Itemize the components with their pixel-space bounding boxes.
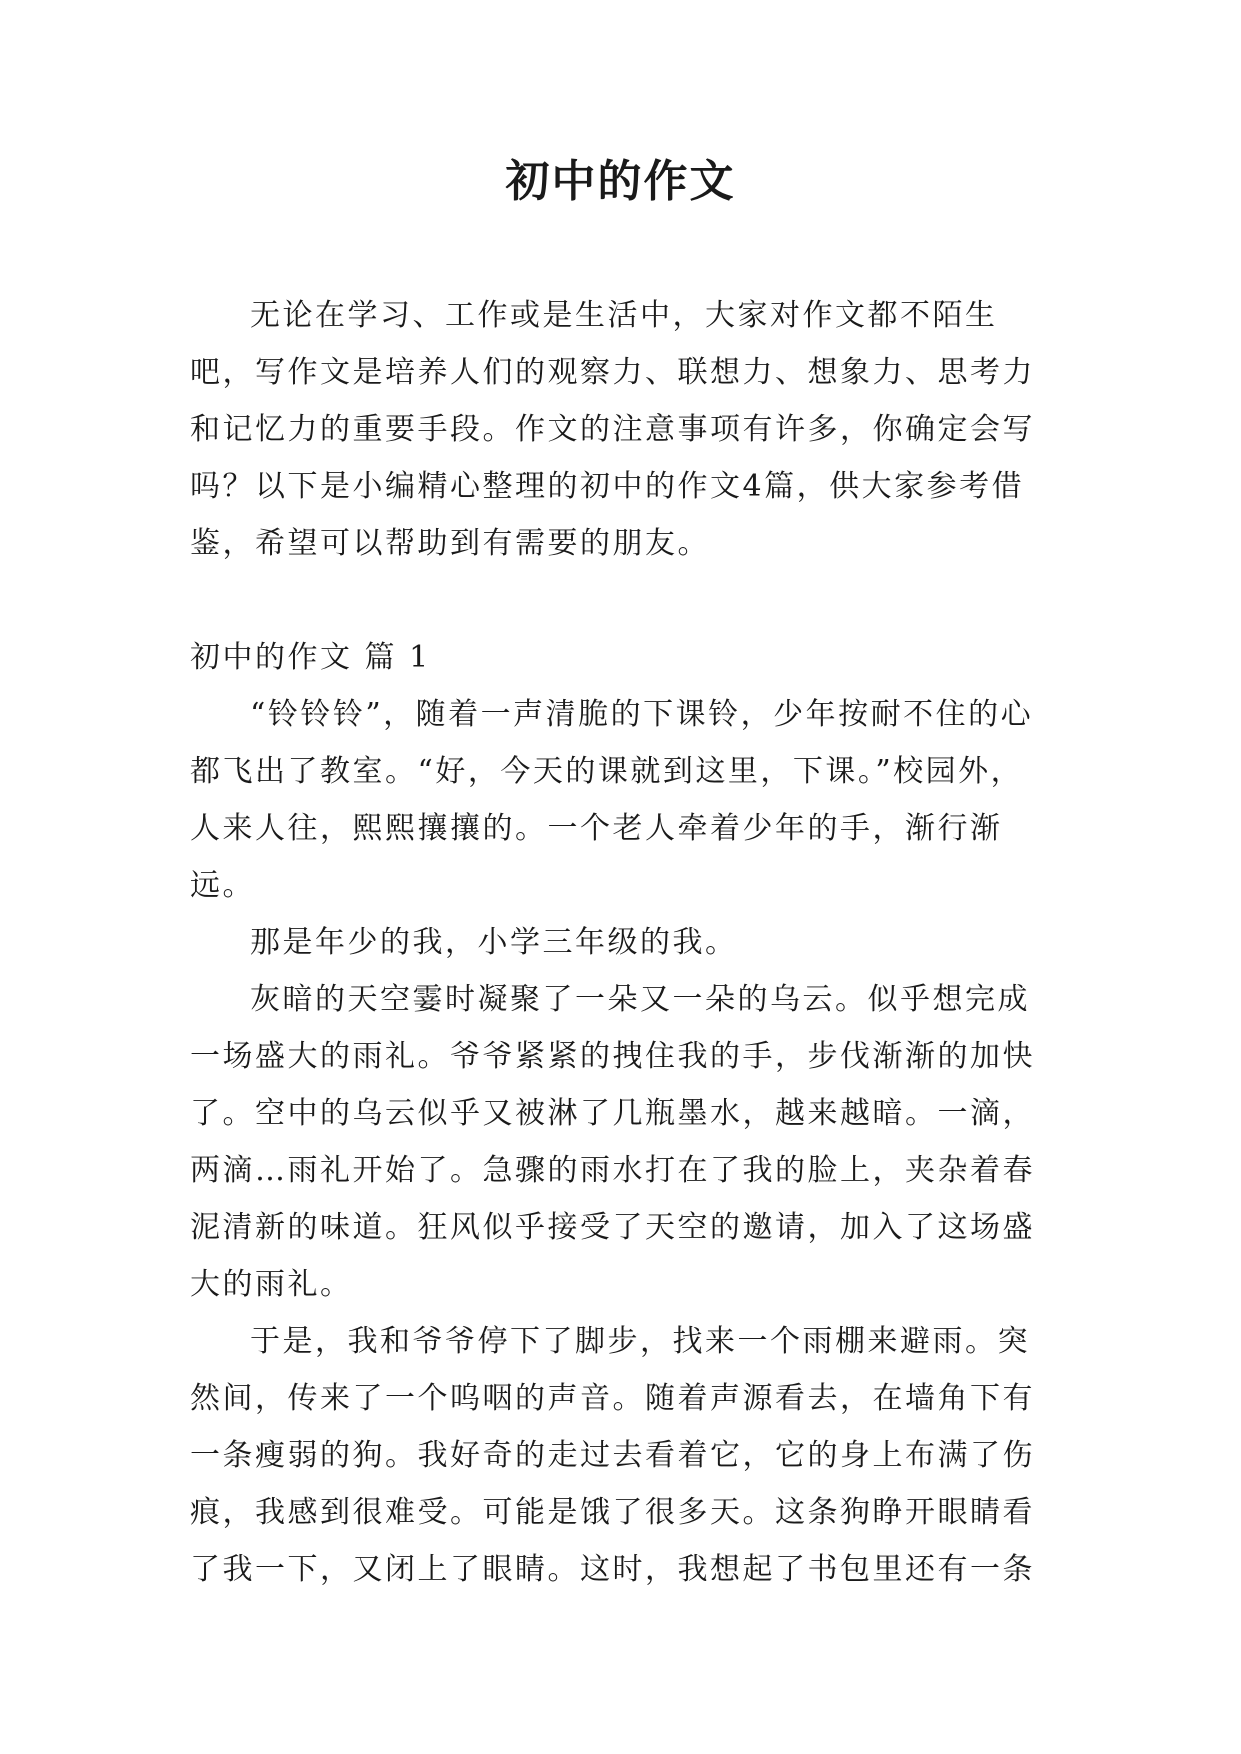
document-body [190, 287, 1050, 1598]
body-paragraph: 于是，我和爷爷停下了脚步，找来一个雨棚来避雨。突然间，传来了一个呜咽的声音。随着声源看去，在墙角下有一条瘦弱的狗。我好奇的走过去看着它，它的身上布满了伤痕，我感到很难受。可能是饿了很多天。这条狗睁开眼睛看了我一下，又闭上了眼睛。这时，我想起了书包里还有一条 [190, 1324, 1035, 1587]
intro-paragraph: 无论在学习、工作或是生活中，大家对作文都不陌生吧，写作文是培养人们的观察力、联想力、想象力、思考力和记忆力的重要手段。作文的注意事项有许多，你确定会写吗？以下是小编精心整理的初中的作文4篇，供大家参考借鉴，希望可以帮助到有需要的朋友。 [190, 298, 1035, 561]
body-paragraph: 灰暗的天空霎时凝聚了一朵又一朵的乌云。似乎想完成一场盛大的雨礼。爷爷紧紧的拽住我的手，步伐渐渐的加快了。空中的乌云似乎又被淋了几瓶墨水，越来越暗。一滴，两滴…雨礼开始了。急骤的雨水打在了我的脸上，夹杂着春泥清新的味道。狂风似乎接受了天空的邀请，加入了这场盛大的雨礼。 [190, 982, 1035, 1302]
body-paragraph: “铃铃铃”，随着一声清脆的下课铃，少年按耐不住的心都飞出了教室。“好，今天的课就到这里，下课。”校园外，人来人往，熙熙攘攘的。一个老人牵着少年的手，渐行渐远。 [190, 697, 1034, 903]
document-title: 初中的作文 [505, 156, 736, 207]
section-heading: 初中的作文 篇 1 [190, 640, 431, 675]
body-paragraph: 那是年少的我，小学三年级的我。 [250, 925, 738, 960]
